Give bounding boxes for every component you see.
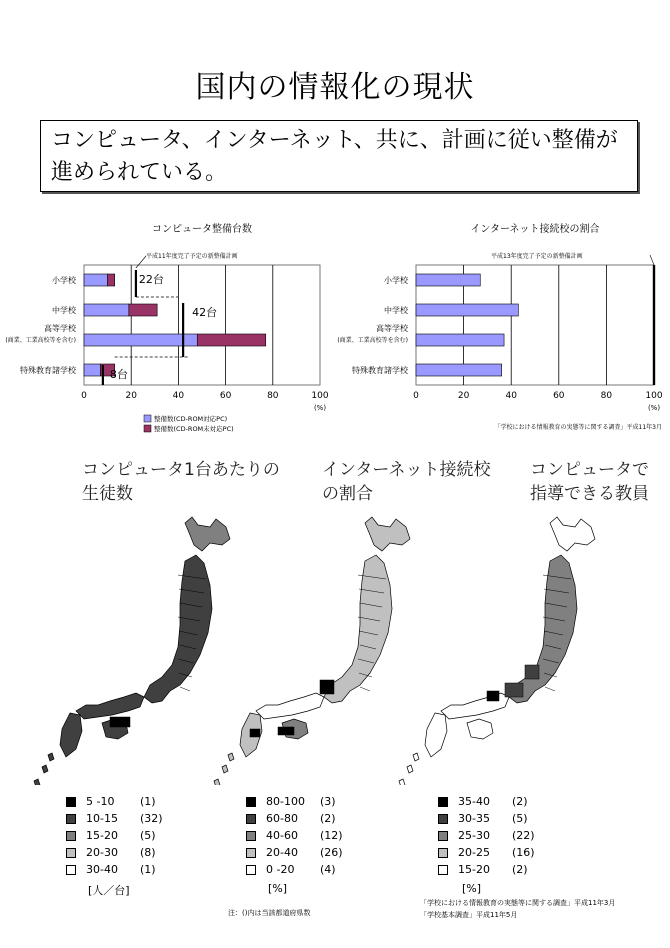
chart2-x-unit: (%) [647,404,661,412]
map-highlight [278,727,294,735]
legend-count: (22) [512,829,535,842]
chart1-xtick-label: 100 [311,391,329,401]
map3-unit: [%] [462,882,482,895]
legend-range: 0 -20 [266,863,295,876]
legend-swatch [438,814,448,824]
map-region [60,713,82,757]
map-region [42,765,48,773]
chart1-bar [84,274,108,286]
legend-row [246,827,343,844]
chart1-xtick-label: 40 [172,391,185,401]
source-1: 「学校における情報教育の実態等に関する調査」平成11年3月 [420,899,616,907]
legend-range: 60-80 [266,812,298,825]
chart1-bar [129,304,157,316]
chart1-legend-label: 整備数(CD-ROM対応PC) [154,415,228,423]
chart1-category-label: 中学校 [52,306,76,315]
subtitle-box: コンピュータ、インターネット、共に、計画に従い整備が進められている。 [40,120,638,192]
map-highlight [320,680,334,694]
legend-row [66,810,163,827]
legend-swatch [66,848,76,858]
map-region [509,555,577,703]
map2-title-line2: の割合 [322,484,373,504]
chart2-bar [416,364,502,376]
legend-range: 20-30 [86,846,118,859]
legend-swatch [66,814,76,824]
legend-swatch [438,797,448,807]
map1 [34,517,230,785]
map-region [550,517,595,551]
legend-count: (1) [140,795,156,808]
bar-charts [0,215,670,435]
map1-legend [66,793,163,878]
chart2-title: インターネット接続校の割合 [470,224,600,235]
map-highlight [487,691,499,701]
map2 [214,517,410,785]
legend-row [66,861,163,878]
legend-swatch [246,797,256,807]
chart1-category-label: 特殊教育諸学校 [20,366,76,375]
legend-count: (2) [512,863,528,876]
legend-row [246,793,343,810]
map3-title-line2: 指導できる教員 [530,484,649,504]
map-region [48,753,54,761]
source-2: 「学校基本調査」平成11年5月 [420,911,518,919]
map-highlight [250,729,260,737]
chart1-target-label: 22台 [138,273,164,286]
chart2-xtick-label: 60 [553,391,565,401]
chart2-xtick-label: 80 [600,391,613,401]
legend-range: 15-20 [458,863,490,876]
legend-swatch [246,865,256,875]
chart1-legend-swatch [144,415,151,422]
chart1-target-label: 42台 [192,306,218,319]
legend-row [438,810,535,827]
map2-title [322,458,490,506]
map-region [222,765,228,773]
map1-title-line2: 生徒数 [82,484,133,504]
map-region [425,713,447,757]
chart1-bar [108,274,115,286]
map-region [467,719,493,739]
map-highlight [525,665,539,679]
legend-swatch [66,797,76,807]
chart1-plot-frame [84,265,320,385]
chart2-xtick-label: 40 [505,391,517,401]
map3 [399,517,595,785]
legend-count: (5) [512,812,528,825]
map-region [365,517,410,551]
chart2-xtick-label: 20 [457,391,470,401]
map-region [76,693,144,719]
map-region [256,693,324,719]
map-region [228,753,234,761]
legend-row [66,793,163,810]
chart1-xtick-label: 60 [219,391,232,401]
legend-row [438,844,535,861]
legend-count: (2) [320,812,336,825]
chart2-xtick-label: 100 [645,391,663,401]
chart1-x-unit: (%) [313,404,327,412]
legend-row [438,793,535,810]
map-border [360,687,370,691]
map-region [407,765,413,773]
maps [0,505,670,785]
legend-count: (26) [320,846,343,859]
chart1-title: コンピュータ整備台数 [152,224,252,235]
map-region [34,779,40,785]
map-region [399,779,405,785]
legend-range: 10-15 [86,812,118,825]
map2-legend [246,793,343,878]
chart2-category-label: 中学校 [384,306,408,315]
legend-swatch [438,831,448,841]
chart1-xtick-label: 80 [267,391,279,401]
chart1-xtick-label: 20 [125,391,137,401]
footnote: 注：()内は当該都道府県数 [228,909,311,917]
chart2-category-label: 高等学校 [376,324,408,333]
map-region [144,555,212,703]
chart2-xtick-label: 0 [413,391,419,401]
map-border [180,687,190,691]
legend-row [438,861,535,878]
internet-chart [337,222,663,431]
map3-title [530,458,649,506]
map-region [413,753,419,761]
map-region [185,517,230,551]
legend-row [246,861,343,878]
legend-row [246,810,343,827]
legend-row [66,827,163,844]
page-title: 国内の情報化の現状 [195,70,475,105]
map-region [214,779,220,785]
map2-title-line1: インターネット接続校 [322,460,491,480]
legend-count: (1) [140,863,156,876]
legend-swatch [438,848,448,858]
legend-count: (5) [140,829,156,842]
legend-range: 20-25 [458,846,490,859]
legend-count: (8) [140,846,156,859]
chart1-bar [84,304,129,316]
chart2-category-note: (商業、工業高校等を含む) [337,337,408,344]
legend-count: (3) [320,795,336,808]
legend-count: (4) [320,863,336,876]
legend-swatch [246,831,256,841]
legend-swatch [246,814,256,824]
chart1-category-note: (商業、工業高校等を含む) [5,337,76,344]
map1-unit: [人／台] [88,884,130,897]
chart2-source: 「学校における情報教育の実態等に関する調査」平成11年3月 [494,424,662,431]
legend-range: 20-40 [266,846,298,859]
legend-swatch [66,831,76,841]
legend-row [438,827,535,844]
chart1-bar [197,334,265,346]
chart2-category-label: 特殊教育諸学校 [352,366,408,375]
legend-swatch [66,865,76,875]
chart1-xtick-label: 0 [81,391,87,401]
legend-range: 5 -10 [86,795,115,808]
legend-count: (32) [140,812,163,825]
chart2-note-leader [650,255,654,265]
chart1-bar [84,364,101,376]
legend-swatch [438,865,448,875]
chart1-bar [84,334,197,346]
legend-range: 30-35 [458,812,490,825]
chart1-legend-swatch [144,425,151,432]
chart2-category-label: 小学校 [384,276,408,285]
map3-title-line1: コンピュータで [530,460,649,480]
map-highlight [505,683,523,697]
chart2-bar [416,274,480,286]
map1-title-line1: コンピュータ1台あたりの [82,460,280,480]
legend-range: 25-30 [458,829,490,842]
legend-row [246,844,343,861]
map2-unit: [%] [268,882,288,895]
chart1-plan-note: 平成11年度完了予定の新整備計画 [146,253,238,260]
chart1-target-label: 8台 [109,368,128,381]
chart1-category-label: 小学校 [52,276,76,285]
chart1-legend-label: 整備数(CD-ROM未対応PC) [154,425,234,433]
map-border [545,687,555,691]
legend-count: (12) [320,829,343,842]
legend-range: 35-40 [458,795,490,808]
map1-title [82,458,280,506]
legend-range: 15-20 [86,829,118,842]
legend-range: 80-100 [266,795,305,808]
chart2-bar [416,304,518,316]
legend-range: 40-60 [266,829,298,842]
legend-row [66,844,163,861]
legend-count: (16) [512,846,535,859]
map3-legend [438,793,535,878]
legend-count: (2) [512,795,528,808]
chart2-plan-note: 平成13年度完了予定の新整備計画 [491,253,583,260]
chart2-bar [416,334,504,346]
legend-swatch [246,848,256,858]
map-highlight [110,717,130,727]
computer-chart [5,222,329,433]
legend-range: 30-40 [86,863,118,876]
chart1-category-label: 高等学校 [44,324,76,333]
